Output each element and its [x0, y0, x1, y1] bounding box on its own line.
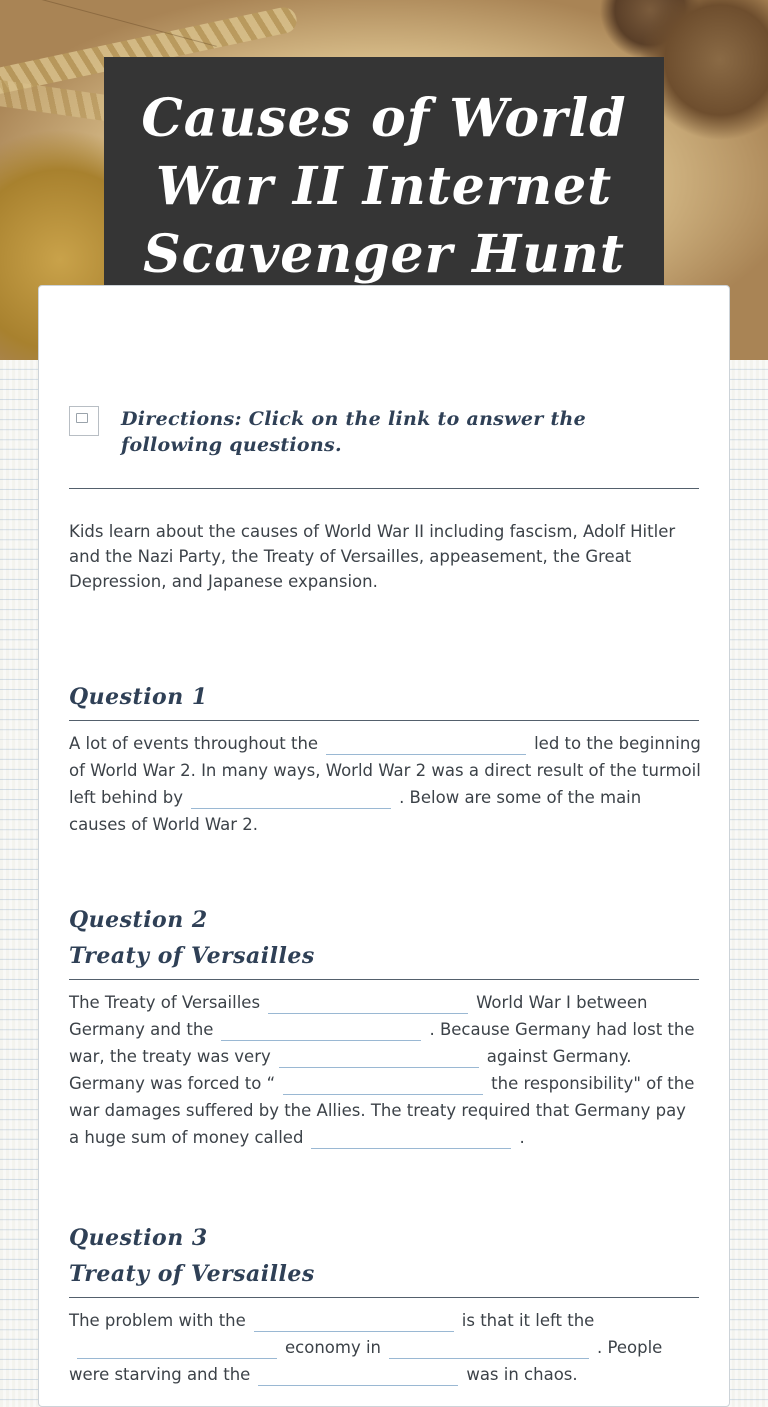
- divider: [69, 979, 699, 980]
- divider: [69, 488, 699, 489]
- question-1-title: Question 1: [69, 684, 208, 710]
- question-3-subtitle: Treaty of Versailles: [69, 1261, 315, 1287]
- question-2-text-part: World War I between Germany and the: [69, 993, 648, 1039]
- question-3-title: Question 3: [69, 1225, 208, 1251]
- answer-blank[interactable]: [268, 993, 468, 1014]
- worksheet-card: [38, 285, 730, 1407]
- answer-blank[interactable]: [258, 1365, 458, 1386]
- page-title: Causes of World War II Internet Scavenger Hunt: [141, 88, 627, 285]
- question-3-text-part: is that it left the: [461, 1311, 595, 1330]
- question-1-text-part: led to the beginning of World War 2. In many ways, World War 2 was a direct result of the turmoil left behind by: [69, 734, 701, 807]
- answer-blank[interactable]: [283, 1074, 483, 1095]
- question-1-text-part: A lot of events throughout the: [69, 734, 319, 753]
- question-2-text-part: The Treaty of Versailles: [69, 993, 261, 1012]
- intro-text: Kids learn about the causes of World War II including fascism, Adolf Hitler and the Nazi Party, the Treaty of Versailles, appeasement, the Great Depression, and Japanese expansion.: [69, 522, 676, 591]
- broken-image-icon: [69, 406, 99, 436]
- question-2-text-part: the responsibility" of the war damages suffered by the Allies. The treaty required that Germany pay a huge sum of money called: [69, 1074, 695, 1147]
- divider: [69, 720, 699, 721]
- answer-blank[interactable]: [279, 1047, 479, 1068]
- question-1-text-part: . Below are some of the main causes of World War 2.: [69, 788, 642, 834]
- answer-blank[interactable]: [311, 1128, 511, 1149]
- answer-blank[interactable]: [221, 1020, 421, 1041]
- answer-blank[interactable]: [389, 1338, 589, 1359]
- question-2-title: Question 2: [69, 907, 208, 933]
- question-3-text-part: . People were starving and the: [69, 1338, 663, 1384]
- question-3-text-part: economy in: [285, 1338, 381, 1357]
- question-3-text: [69, 1307, 701, 1388]
- directions-heading: Directions: Click on the link to answer the following questions.: [121, 408, 587, 456]
- question-2-text-part: .: [519, 1128, 525, 1147]
- question-2-subtitle: Treaty of Versailles: [69, 943, 315, 969]
- title-box: [104, 57, 664, 302]
- answer-blank[interactable]: [254, 1311, 454, 1332]
- divider: [69, 1297, 699, 1298]
- question-3-text-part: The problem with the: [69, 1311, 246, 1330]
- answer-blank[interactable]: [191, 788, 391, 809]
- answer-blank[interactable]: [326, 734, 526, 755]
- question-1-text: [69, 730, 701, 838]
- question-2-text-part: . Because Germany had lost the war, the treaty was very: [69, 1020, 695, 1066]
- question-2-text: [69, 989, 701, 1151]
- question-3-text-part: was in chaos.: [466, 1365, 578, 1384]
- question-2-text-part: against Germany. Germany was forced to “: [69, 1047, 632, 1093]
- answer-blank[interactable]: [77, 1338, 277, 1359]
